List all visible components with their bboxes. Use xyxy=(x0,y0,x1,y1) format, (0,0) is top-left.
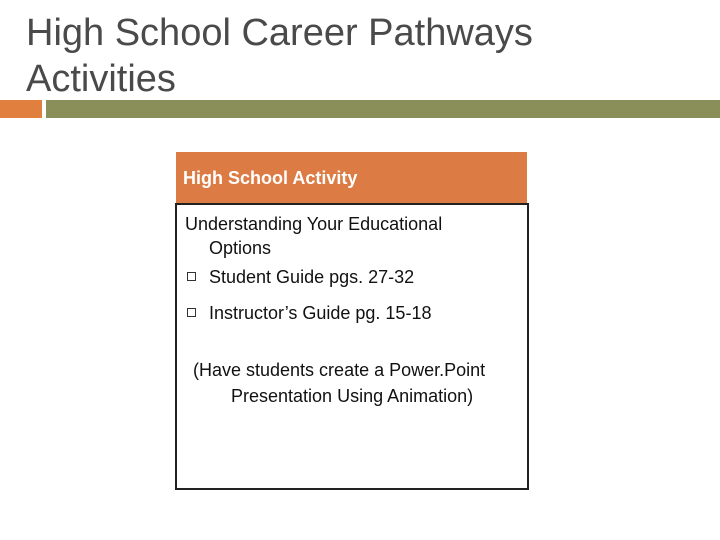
square-bullet-icon xyxy=(187,308,196,317)
bullet-text: Instructor’s Guide pg. 15-18 xyxy=(209,303,432,323)
bullet-text: Student Guide pgs. 27-32 xyxy=(209,267,415,287)
activity-heading xyxy=(185,212,515,260)
activity-note-line-1: (Have students create a Power.Point xyxy=(193,360,486,380)
title-divider-orange-block xyxy=(0,100,42,118)
slide-title-line-2: Activities xyxy=(26,58,176,100)
title-divider-olive-bar xyxy=(46,100,720,118)
table-header-text: High School Activity xyxy=(183,168,358,188)
table-body-cell xyxy=(175,203,529,490)
activity-note xyxy=(193,357,523,409)
activity-heading-line-1: Understanding Your Educational xyxy=(185,214,443,234)
square-bullet-icon xyxy=(187,272,196,281)
slide-title xyxy=(26,10,686,102)
activity-heading-line-2: Options xyxy=(209,238,272,258)
activity-note-line-2: Presentation Using Animation) xyxy=(231,386,474,406)
slide-title-line-1: High School Career Pathways xyxy=(26,12,533,54)
table-header-cell xyxy=(176,152,527,203)
